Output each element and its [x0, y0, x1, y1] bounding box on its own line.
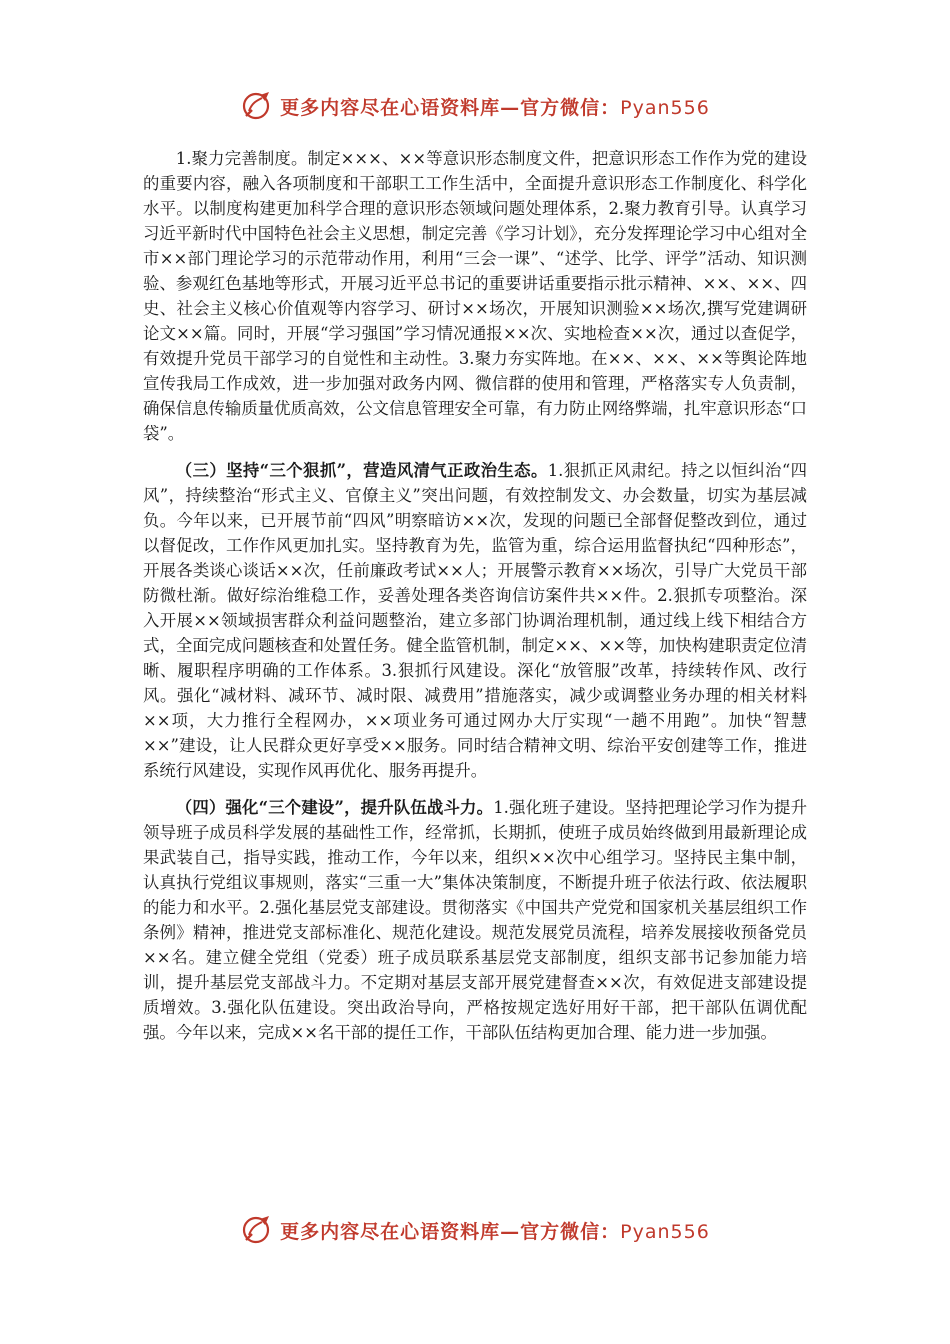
document-body — [143, 146, 807, 1057]
writing-seal-icon — [240, 89, 274, 123]
paragraph-text: 1.聚力完善制度。制定×××、××等意识形态制度文件，把意识形态工作作为党的建设的重要内容，融入各项制度和干部职工工作生活中，全面提升意识形态工作制度化、科学化水平。以制度构建更加科学合理的意识形态领域问题处理体系，2.聚力教育引导。认真学习习近平新时代中国特色社会主义思想，制定完善《学习计划》，充分发挥理论学习中心组对全市××部门理论学习的示范带动作用，利用“三会一课”、“述学、比学、评学”活动、知识测验、参观红色基地等形式，开展习近平总书记的重要讲话重要指示批示精神、××、××、四史、社会主义核心价值观等内容学习、研讨××场次，开展知识测验××场次,撰写党建调研论文××篇。同时，开展“学习强国”学习情况通报××次、实地检查××次，通过以查促学，有效提升党员干部学习的自觉性和主动性。3.聚力夯实阵地。在××、××、××等舆论阵地宣传我局工作成效，进一步加强对政务内网、微信群的使用和管理，严格落实专人负责制，确保信息传输质量优质高效，公文信息管理安全可靠，有力防止网络弊端，扎牢意识形态“口袋”。 — [143, 149, 808, 443]
paragraph-heading: （四）强化“三个建设”，提升队伍战斗力。 — [175, 798, 494, 817]
paragraph-2 — [143, 458, 807, 783]
watermark-text: 更多内容尽在心语资料库—官方微信：Pyan556 — [280, 1220, 710, 1243]
watermark-banner-top — [0, 86, 950, 126]
paragraph-heading: （三）坚持“三个狠抓”，营造风清气正政治生态。 — [175, 461, 548, 480]
paragraph-1 — [143, 146, 807, 446]
writing-seal-icon — [240, 1213, 274, 1247]
paragraph-text: 1.狠抓正风肃纪。持之以恒纠治“四风”，持续整治“形式主义、官僚主义”突出问题，有效控制发文、办会数量，切实为基层减负。今年以来，已开展节前“四风”明察暗访××次，发现的问题已全部督促整改到位，通过以督促改，工作作风更加扎实。坚持教育为先，监管为重，综合运用监督执纪“四种形态”，开展各类谈心谈话××次，任前廉政考试××人；开展警示教育××场次，引导广大党员干部防微杜渐。做好综治维稳工作，妥善处理各类咨询信访案件共××件。2.狠抓专项整治。深入开展××领域损害群众利益问题整治，建立多部门协调治理机制，通过线上线下相结合方式，全面完成问题核查和处置任务。健全监管机制，制定××、××等，加快构建职责定位清晰、履职程序明确的工作体系。3.狠抓行风建设。深化“放管服”改革，持续转作风、改行风。强化“减材料、减环节、减时限、减费用”措施落实，减少或调整业务办理的相关材料××项，大力推行全程网办，××项业务可通过网办大厅实现“一趟不用跑”。加快“智慧××”建设，让人民群众更好享受××服务。同时结合精神文明、综治平安创建等工作，推进系统行风建设，实现作风再优化、服务再提升。 — [143, 461, 807, 780]
wechat-id: Pyan556 — [620, 1220, 710, 1243]
watermark-banner-bottom — [0, 1210, 950, 1250]
watermark-text: 更多内容尽在心语资料库—官方微信：Pyan556 — [280, 96, 710, 119]
paragraph-text: 1.强化班子建设。坚持把理论学习作为提升领导班子成员科学发展的基础性工作，经常抓，长期抓，使班子成员始终做到用最新理论成果武装自己，指导实践，推动工作，今年以来，组织××次中心组学习。坚持民主集中制，认真执行党组议事规则，落实“三重一大”集体决策制度，不断提升班子依法行政、依法履职的能力和水平。2.强化基层党支部建设。贯彻落实《中国共产党党和国家机关基层组织工作条例》精神，推进党支部标准化、规范化建设。规范发展党员流程，培养发展接收预备党员××名。建立健全党组（党委）班子成员联系基层党支部制度，组织支部书记参加能力培训，提升基层党支部战斗力。不定期对基层支部开展党建督查××次，有效促进支部建设提质增效。3.强化队伍建设。突出政治导向，严格按规定选好用好干部，把干部队伍调优配强。今年以来，完成××名干部的提任工作，干部队伍结构更加合理、能力进一步加强。 — [143, 798, 808, 1042]
wechat-id: Pyan556 — [620, 96, 710, 119]
paragraph-3 — [143, 795, 807, 1045]
